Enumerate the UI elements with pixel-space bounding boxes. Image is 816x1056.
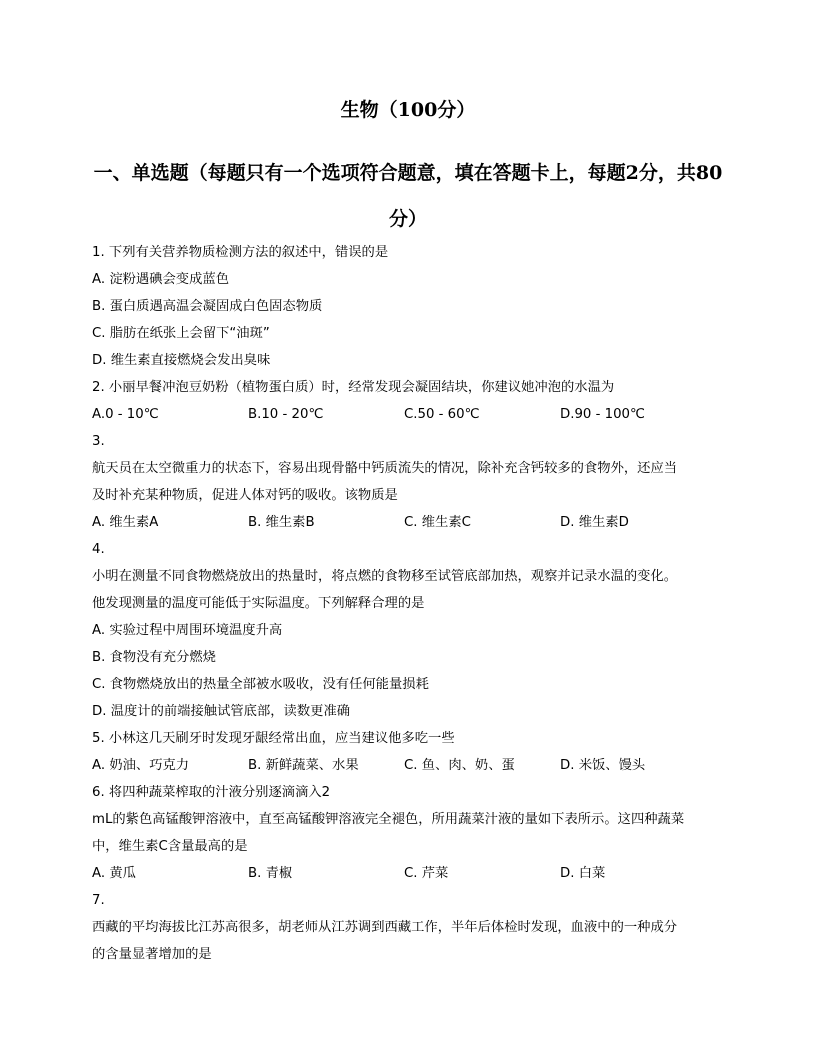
question-5-stem: 5. 小林这几天刷牙时发现牙龈经常出血，应当建议他多吃一些 xyxy=(92,731,455,746)
question-2-option-d: D.90 - 100℃ xyxy=(560,407,645,422)
question-5-options xyxy=(92,752,732,779)
question-1-option-c: C. 脂肪在纸张上会留下“油斑” xyxy=(92,326,270,341)
question-4-stem-line-1: 小明在测量不同食物燃烧放出的热量时，将点燃的食物移至试管底部加热，观察并记录水温的变化。 xyxy=(92,569,678,584)
question-6-option-a: A. 黄瓜 xyxy=(92,866,136,881)
question-3-stem-line-1: 航天员在太空微重力的状态下，容易出现骨骼中钙质流失的情况，除补充含钙较多的食物外，还应当 xyxy=(92,461,678,476)
question-4-option-a: A. 实验过程中周围环境温度升高 xyxy=(92,623,283,638)
question-1-option-a: A. 淀粉遇碘会变成蓝色 xyxy=(92,272,229,287)
question-7-stem-line-2: 的含量显著增加的是 xyxy=(92,947,212,962)
question-6-stem-line-3: 中，维生素C含量最高的是 xyxy=(92,839,248,854)
question-6-stem-line-2: mL的紫色高锰酸钾溶液中，直至高锰酸钾溶液完全褪色，所用蔬菜汁液的量如下表所示。这四种蔬菜 xyxy=(92,812,685,827)
question-6-option-b: B. 青椒 xyxy=(248,866,293,881)
question-3-option-c: C. 维生素C xyxy=(404,515,471,530)
question-2-stem: 2. 小丽早餐冲泡豆奶粉（植物蛋白质）时，经常发现会凝固结块，你建议她冲泡的水温为 xyxy=(92,380,615,395)
question-4-option-b: B. 食物没有充分燃烧 xyxy=(92,650,216,665)
question-2-option-c: C.50 - 60℃ xyxy=(404,407,480,422)
question-6-option-d: D. 白菜 xyxy=(560,866,606,881)
question-4-number: 4. xyxy=(92,542,105,557)
question-3-stem-line-2: 及时补充某种物质，促进人体对钙的吸收。该物质是 xyxy=(92,488,398,503)
question-3-option-a: A. 维生素A xyxy=(92,515,159,530)
section-heading: 一、单选题（每题只有一个选项符合题意，填在答题卡上，每题2分，共80分） xyxy=(93,162,723,230)
question-1-stem: 1. 下列有关营养物质检测方法的叙述中，错误的是 xyxy=(92,245,389,260)
question-list xyxy=(92,239,732,968)
question-3-number: 3. xyxy=(92,434,105,449)
question-2-options xyxy=(92,401,732,428)
question-3-options xyxy=(92,509,732,536)
question-7-stem-line-1: 西藏的平均海拔比江苏高很多，胡老师从江苏调到西藏工作，半年后体检时发现，血液中的一种成分 xyxy=(92,920,678,935)
question-7-number: 7. xyxy=(92,893,105,908)
question-4-option-c: C. 食物燃烧放出的热量全部被水吸收，没有任何能量损耗 xyxy=(92,677,429,692)
question-3-option-b: B. 维生素B xyxy=(248,515,315,530)
question-3-option-d: D. 维生素D xyxy=(560,515,629,530)
page-title: 生物（100分） xyxy=(340,99,476,121)
question-6-options xyxy=(92,860,732,887)
question-1-option-d: D. 维生素直接燃烧会发出臭味 xyxy=(92,353,271,368)
question-2-option-b: B.10 - 20℃ xyxy=(248,407,324,422)
question-6-option-c: C. 芹菜 xyxy=(404,866,449,881)
question-1-option-b: B. 蛋白质遇高温会凝固成白色固态物质 xyxy=(92,299,323,314)
question-6-stem-line-1: 6. 将四种蔬菜榨取的汁液分别逐滴滴入2 xyxy=(92,785,331,800)
question-5-option-c: C. 鱼、肉、奶、蛋 xyxy=(404,758,515,773)
question-4-option-d: D. 温度计的前端接触试管底部，读数更准确 xyxy=(92,704,351,719)
question-5-option-a: A. 奶油、巧克力 xyxy=(92,758,190,773)
question-2-option-a: A.0 - 10℃ xyxy=(92,407,159,422)
question-5-option-d: D. 米饭、馒头 xyxy=(560,758,646,773)
question-4-stem-line-2: 他发现测量的温度可能低于实际温度。下列解释合理的是 xyxy=(92,596,425,611)
question-5-option-b: B. 新鲜蔬菜、水果 xyxy=(248,758,359,773)
